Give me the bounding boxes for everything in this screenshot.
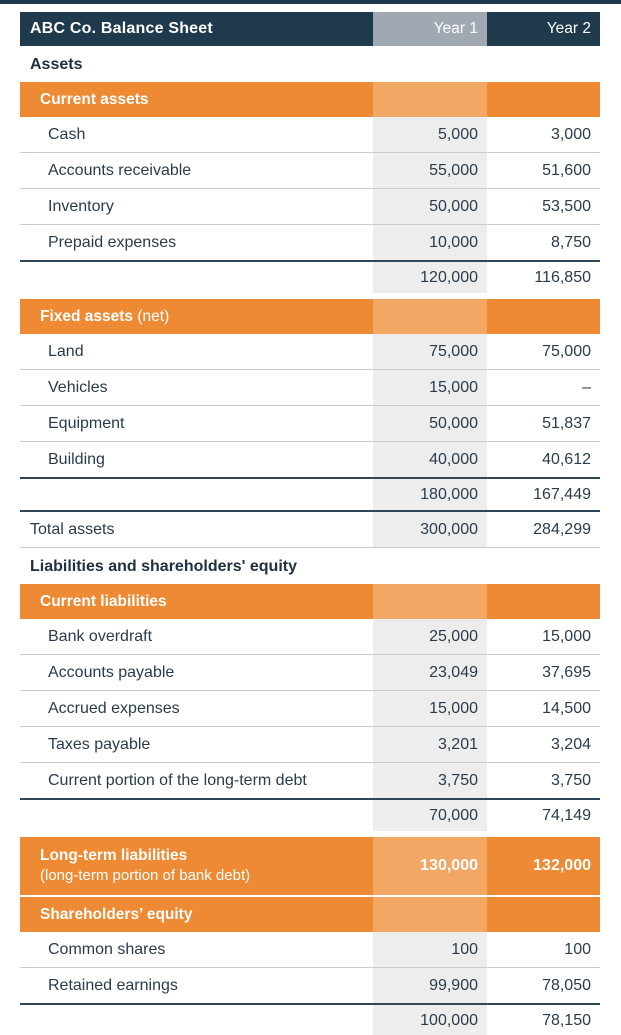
year2-value: 78,150 bbox=[542, 1011, 591, 1029]
year2-value: 284,299 bbox=[533, 521, 591, 538]
top-border-strip bbox=[0, 0, 621, 4]
year1-value: 300,000 bbox=[373, 512, 487, 547]
year1-value: 25,000 bbox=[373, 619, 487, 654]
table-row bbox=[20, 654, 600, 690]
year2-value: 14,500 bbox=[542, 700, 591, 717]
table-row bbox=[20, 188, 600, 224]
row-label: Bank overdraft bbox=[48, 628, 153, 645]
fixed-assets-header-label bbox=[20, 299, 373, 334]
table-row bbox=[20, 690, 600, 726]
shareholders-equity-header-label: Shareholders’ equity bbox=[40, 905, 193, 923]
balance-sheet-table bbox=[20, 12, 600, 1035]
row-label: Prepaid expenses bbox=[48, 234, 177, 251]
table-row bbox=[20, 224, 600, 260]
table-row bbox=[20, 762, 600, 798]
table-row bbox=[20, 405, 600, 441]
total-assets-label: Total assets bbox=[30, 521, 115, 538]
fixed-assets-header-year2-cell bbox=[487, 299, 600, 334]
year1-value: 23,049 bbox=[373, 655, 487, 690]
year2-value: – bbox=[582, 379, 591, 396]
row-label: Common shares bbox=[48, 940, 166, 958]
long-term-liabilities-subtitle: (long-term portion of bank debt) bbox=[40, 867, 251, 885]
row-label: Cash bbox=[48, 126, 86, 143]
year1-value: 100 bbox=[373, 932, 487, 967]
year1-value: 50,000 bbox=[373, 406, 487, 441]
fixed-assets-header-year1-cell bbox=[373, 299, 487, 334]
year1-value: 15,000 bbox=[373, 691, 487, 726]
year1-value: 180,000 bbox=[373, 479, 487, 510]
shareholders-equity-header bbox=[20, 895, 600, 932]
year2-value: 3,204 bbox=[550, 736, 591, 753]
fixed-assets-subtotal-row bbox=[20, 477, 600, 510]
year1-value: 120,000 bbox=[373, 262, 487, 293]
year1-value: 99,900 bbox=[373, 968, 487, 1003]
year2-value: 3,750 bbox=[550, 772, 591, 789]
current-liabilities-header-year2-cell bbox=[487, 584, 600, 619]
year2-value: 167,449 bbox=[533, 486, 591, 503]
year1-value: 3,201 bbox=[373, 727, 487, 762]
year2-value: 51,600 bbox=[542, 162, 591, 179]
row-label: Accounts payable bbox=[48, 664, 175, 681]
year2-value: 53,500 bbox=[542, 198, 591, 215]
year1-value: 3,750 bbox=[373, 763, 487, 798]
shareholders-equity-subtotal-row bbox=[20, 1003, 600, 1035]
row-label: Equipment bbox=[48, 415, 125, 432]
table-row bbox=[20, 441, 600, 477]
year2-value: 51,837 bbox=[542, 415, 591, 432]
year2-value: 116,850 bbox=[534, 269, 591, 286]
table-header bbox=[20, 12, 600, 46]
fixed-assets-header-suffix: (net) bbox=[137, 308, 170, 325]
fixed-assets-header bbox=[20, 299, 600, 334]
column-header-year1: Year 1 bbox=[373, 12, 487, 46]
year1-value: 5,000 bbox=[373, 117, 487, 152]
assets-heading: Assets bbox=[30, 56, 83, 73]
row-label: Current portion of the long-term debt bbox=[48, 772, 307, 789]
column-header-year2: Year 2 bbox=[546, 20, 591, 37]
table-row bbox=[20, 932, 600, 967]
year2-value: 3,000 bbox=[550, 126, 591, 143]
table-row bbox=[20, 334, 600, 369]
row-label: Taxes payable bbox=[48, 736, 151, 753]
year2-value: 75,000 bbox=[542, 343, 591, 360]
year2-value: 15,000 bbox=[542, 628, 591, 645]
year2-value: 8,750 bbox=[550, 234, 591, 251]
table-title: ABC Co. Balance Sheet bbox=[30, 20, 213, 37]
total-assets-row bbox=[20, 510, 600, 548]
row-label bbox=[20, 1005, 373, 1035]
year1-value: 130,000 bbox=[373, 837, 487, 895]
year1-value: 15,000 bbox=[373, 370, 487, 405]
current-liabilities-header-label: Current liabilities bbox=[40, 593, 167, 610]
current-assets-subtotal-row bbox=[20, 260, 600, 293]
year1-value: 40,000 bbox=[373, 442, 487, 477]
table-row bbox=[20, 967, 600, 1003]
year2-value: 74,149 bbox=[542, 807, 591, 824]
long-term-liabilities-row bbox=[20, 837, 600, 895]
table-row bbox=[20, 726, 600, 762]
table-row bbox=[20, 369, 600, 405]
current-assets-header-year2-cell bbox=[487, 82, 600, 117]
long-term-liabilities-label bbox=[20, 837, 373, 895]
current-assets-header-year1-cell bbox=[373, 82, 487, 117]
year2-value: 37,695 bbox=[542, 664, 591, 681]
table-row bbox=[20, 117, 600, 152]
row-label bbox=[20, 800, 373, 831]
long-term-liabilities-title: Long-term liabilities bbox=[40, 847, 188, 864]
year1-value: 75,000 bbox=[373, 334, 487, 369]
table-row bbox=[20, 619, 600, 654]
year2-value: 78,050 bbox=[542, 976, 591, 994]
current-liabilities-header-year1-cell bbox=[373, 584, 487, 619]
row-label: Accounts receivable bbox=[48, 162, 192, 179]
row-label bbox=[20, 479, 373, 510]
current-liabilities-header bbox=[20, 584, 600, 619]
row-label: Land bbox=[48, 343, 84, 360]
year2-value: 100 bbox=[564, 940, 591, 958]
year2-value: 132,000 bbox=[533, 856, 591, 874]
current-assets-header bbox=[20, 82, 600, 117]
year1-value: 55,000 bbox=[373, 153, 487, 188]
row-label: Accrued expenses bbox=[48, 700, 180, 717]
year1-value: 100,000 bbox=[373, 1005, 487, 1035]
row-label: Building bbox=[48, 451, 105, 468]
table-row bbox=[20, 152, 600, 188]
current-assets-header-label: Current assets bbox=[40, 91, 149, 108]
row-label bbox=[20, 262, 373, 293]
year1-value: 70,000 bbox=[373, 800, 487, 831]
shareholders-equity-header-year1-cell bbox=[373, 897, 487, 932]
row-label: Inventory bbox=[48, 198, 114, 215]
row-label: Retained earnings bbox=[48, 976, 178, 994]
shareholders-equity-header-year2-cell bbox=[487, 897, 600, 932]
fixed-assets-header-text: Fixed assets bbox=[40, 308, 134, 325]
year2-value: 40,612 bbox=[542, 451, 591, 468]
year1-value: 10,000 bbox=[373, 225, 487, 260]
year1-value: 50,000 bbox=[373, 189, 487, 224]
liabilities-heading: Liabilities and shareholders' equity bbox=[30, 558, 297, 575]
row-label: Vehicles bbox=[48, 379, 108, 396]
current-liabilities-subtotal-row bbox=[20, 798, 600, 831]
